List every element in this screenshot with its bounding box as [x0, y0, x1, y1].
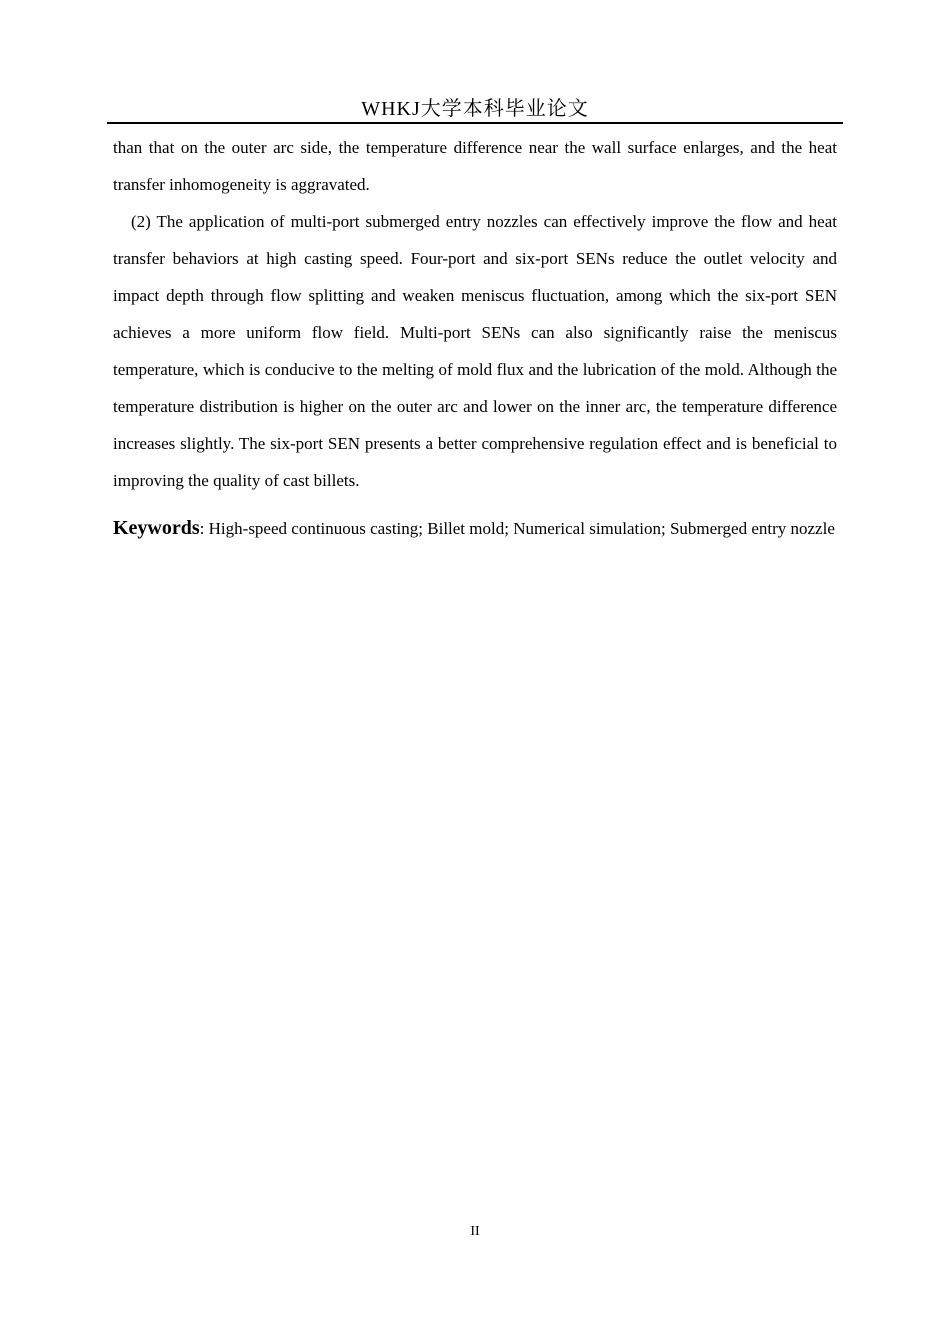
page-header-title: WHKJ大学本科毕业论文: [361, 98, 589, 120]
keywords-separator: :: [199, 519, 209, 538]
keywords-text: High-speed continuous casting; Billet mold; Numerical simulation; Submerged entry nozzle: [208, 519, 835, 538]
page-number: II: [470, 1224, 480, 1239]
header-rule: [107, 122, 843, 124]
abstract-body: [113, 129, 837, 553]
keywords-line: [113, 504, 837, 553]
paragraph-continued: than that on the outer arc side, the temperature difference near the wall surface enlarges, and the heat transfer inhomogeneity is aggravated.: [113, 138, 837, 194]
keywords-label: Keywords: [113, 517, 200, 539]
paragraph-conclusion-2: (2) The application of multi-port submerged entry nozzles can effectively improve the flow and heat transfer behaviors at high casting speed. Four-port and six-port SENs reduce the outlet velocity and impact depth through flow splitting and weaken meniscus fluctuation, among which the six-port SEN achieves a more uniform flow field. Multi-port SENs can also significantly raise the meniscus temperature, which is conducive to the melting of mold flux and the lubrication of the mold. Although the temperature distribution is higher on the outer arc and lower on the inner arc, the temperature difference increases slightly. The six-port SEN presents a better comprehensive regulation effect and is beneficial to improving the quality of cast billets.: [113, 212, 837, 490]
